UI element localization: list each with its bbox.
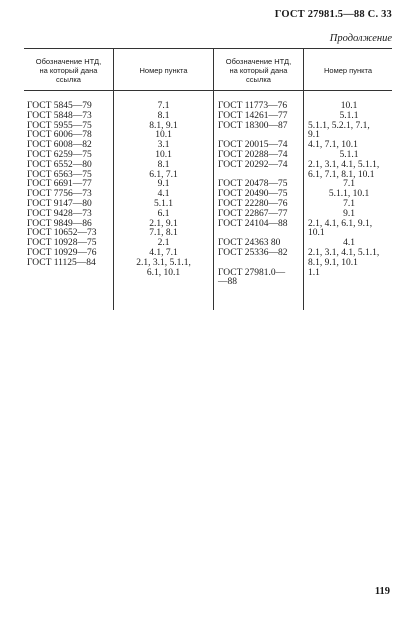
header-clause-right: Номер пункта <box>323 65 372 75</box>
clause-number-cell: 10.1 <box>155 130 172 141</box>
gost-reference-cell: ГОСТ 6552—80 <box>27 159 92 170</box>
gost-reference-cell: ГОСТ 20490—75 <box>218 189 288 200</box>
header-ntd-right: Обозначение НТД, на который дана ссылка <box>225 56 292 84</box>
gost-reference-cell: ГОСТ 14261—77 <box>218 110 288 121</box>
gost-reference-cell: ГОСТ 11125—84 <box>27 257 96 268</box>
clause-number-cell: 7.1 <box>343 198 355 209</box>
clause-number-cell: 4.1 <box>157 189 170 200</box>
clause-number-cell: 2.1, 9.1 <box>149 218 178 229</box>
gost-reference-cell <box>27 269 111 279</box>
gost-reference-cell: ГОСТ 10928—75 <box>27 238 97 249</box>
left-gost-column <box>27 102 111 278</box>
gost-reference-cell: ГОСТ 6563—75 <box>27 169 92 180</box>
clause-number-cell: 9.1 <box>308 130 320 141</box>
clause-number-cell: 7.1 <box>157 101 170 111</box>
gost-reference-cell: ГОСТ 20015—74 <box>218 140 288 151</box>
gost-reference-cell: ГОСТ 24363 80 <box>218 238 281 249</box>
table-header-rule <box>24 90 392 91</box>
clause-number-cell: 10.1 <box>155 149 172 160</box>
clause-number-cell: 8.1 <box>157 110 170 121</box>
gost-reference-cell: ГОСТ 9428—73 <box>27 208 92 219</box>
clause-number-cell: 2.1, 3.1, 4.1, 5.1.1, <box>308 159 380 170</box>
column-divider-2 <box>213 48 214 310</box>
gost-reference-cell: ГОСТ 20292—74 <box>218 159 288 170</box>
page-header: ГОСТ 27981.5—88 С. 33 <box>274 9 392 20</box>
clause-number-cell: 6.1 <box>157 208 170 219</box>
gost-reference-cell: ГОСТ 9849—86 <box>27 218 92 229</box>
clause-number-cell: 5.1.1, 5.2.1, 7.1, <box>308 120 370 131</box>
header-ntd-left: Обозначение НТД, на который дана ссылка <box>35 56 102 84</box>
clause-number-cell: 8.1, 9.1, 10.1 <box>308 257 358 268</box>
table-top-rule <box>24 48 392 49</box>
clause-number-cell: 2.1, 4.1, 6.1, 9.1, <box>308 218 373 229</box>
gost-reference-cell: ГОСТ 27981.0— <box>218 267 286 278</box>
clause-number-cell: 4.1, 7.1 <box>149 247 178 258</box>
clause-number-cell: 5.1.1 <box>154 198 173 209</box>
right-gost-column <box>218 102 302 288</box>
column-divider-1 <box>113 48 114 310</box>
clause-number-cell: 5.1.1 <box>339 149 359 160</box>
clause-number-cell: 7.1, 8.1 <box>149 228 178 239</box>
clause-number-cell: 8.1, 9.1 <box>149 120 178 131</box>
header-clause-left: Номер пункта <box>139 65 188 75</box>
gost-reference-cell: ГОСТ 18300—87 <box>218 120 288 131</box>
gost-reference-cell: ГОСТ 5845—79 <box>27 101 92 111</box>
gost-reference-cell: ГОСТ 24104—88 <box>218 218 288 229</box>
clause-number-cell <box>306 278 392 288</box>
gost-reference-cell: ГОСТ 20288—74 <box>218 149 288 160</box>
gost-reference-cell: ГОСТ 20478—75 <box>218 179 288 190</box>
clause-number-cell: 2.1 <box>157 238 170 249</box>
clause-number-cell: 4.1, 7.1, 10.1 <box>308 140 358 151</box>
clause-number-cell: 6.1, 7.1, 8.1, 10.1 <box>308 169 375 180</box>
reference-table <box>24 48 392 310</box>
gost-reference-cell: ГОСТ 22280—76 <box>218 198 288 209</box>
gost-reference-cell: ГОСТ 5955—75 <box>27 120 92 131</box>
gost-reference-cell: ГОСТ 10652—73 <box>27 228 97 239</box>
column-divider-3 <box>303 48 304 310</box>
clause-number-cell: 6.1, 10.1 <box>146 267 181 278</box>
clause-number-cell: 10.1 <box>308 228 325 239</box>
gost-reference-cell: ГОСТ 9147—80 <box>27 198 92 209</box>
gost-reference-cell: ГОСТ 6006—78 <box>27 130 92 141</box>
clause-number-cell: 2.1, 3.1, 4.1, 5.1.1, <box>308 247 380 258</box>
continuation-label: Продолжение <box>329 33 392 44</box>
clause-number-cell: 1.1 <box>308 267 320 278</box>
gost-reference-cell: ГОСТ 11773—76 <box>218 101 288 111</box>
gost-reference-cell: ГОСТ 5848—73 <box>27 110 92 121</box>
clause-number-cell: 8.1 <box>157 159 170 170</box>
gost-reference-cell: ГОСТ 10929—76 <box>27 247 97 258</box>
gost-reference-cell: ГОСТ 6259—75 <box>27 149 92 160</box>
gost-reference-cell: ГОСТ 25336—82 <box>218 247 288 258</box>
clause-number-cell: 9.1 <box>157 179 170 190</box>
clause-number-cell: 3.1 <box>157 140 170 151</box>
left-clause-column <box>116 102 211 278</box>
clause-number-cell: 6.1, 7.1 <box>149 169 178 180</box>
gost-reference-cell: ГОСТ 6008—82 <box>27 140 92 151</box>
clause-number-cell: 5.1.1 <box>339 110 359 121</box>
gost-reference-cell: ГОСТ 7756—73 <box>27 189 92 200</box>
clause-number-cell: 10.1 <box>340 101 358 111</box>
clause-number-cell: 7.1 <box>343 179 355 190</box>
clause-number-cell: 2.1, 3.1, 5.1.1, <box>136 257 191 268</box>
clause-number-cell: 9.1 <box>343 208 355 219</box>
gost-reference-cell: ГОСТ 22867—77 <box>218 208 288 219</box>
right-clause-column <box>306 102 392 288</box>
gost-reference-cell: ГОСТ 6691—77 <box>27 179 92 190</box>
clause-number-cell: 5.1.1, 10.1 <box>328 189 370 200</box>
clause-number-cell: 4.1 <box>343 238 355 249</box>
page-number: 119 <box>374 586 390 597</box>
gost-reference-cell: —88 <box>218 277 237 288</box>
